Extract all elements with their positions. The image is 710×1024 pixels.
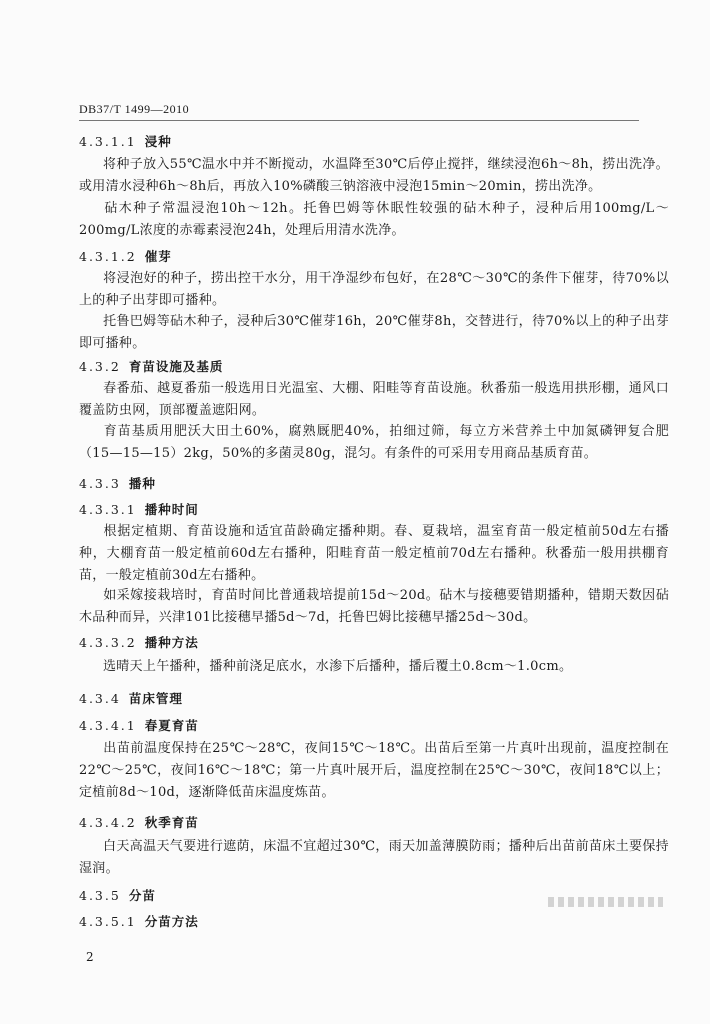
paragraph-text: 根据定植期、育苗设施和适宜苗龄确定播种期。春、夏栽培，温室育苗一般定植前50d左右播种，大棚育苗一般定植前60d左右播种，阳畦育苗一般定植前70d左右播种。秋番茄一般用拱棚育苗，一般定植前30d左右播种。 xyxy=(79,524,669,583)
heading-title: 秋季育苗 xyxy=(144,815,199,830)
header-rule xyxy=(79,120,639,121)
heading-title: 播种时间 xyxy=(144,502,199,517)
heading-number: 4.3.5 xyxy=(79,888,121,903)
heading-4-3-3-1 xyxy=(79,500,199,518)
heading-title: 分苗方法 xyxy=(144,914,199,929)
heading-title: 苗床管理 xyxy=(128,691,183,706)
heading-title: 育苗设施及基质 xyxy=(128,359,224,374)
paragraph-text: 出苗前温度保持在25℃～28℃，夜间15℃～18℃。出苗后至第一片真叶出现前，温度控制在22℃～25℃，夜间16℃～18℃；第一片真叶展开后，温度控制在25℃～30℃，夜间18℃以上；定植前8d～10d，逐渐降低苗床温度炼苗。 xyxy=(79,741,669,800)
paragraph-text: 如采嫁接栽培时，育苗时间比普通栽培提前15d～20d。砧木与接穗要错期播种，错期天数因砧木品种而异，兴津101比接穗早播5d～7d，托鲁巴姆比接穗早播25d～30d。 xyxy=(79,588,669,625)
heading-4-3-1-2 xyxy=(79,247,172,265)
paragraph-text: 育苗基质用肥沃大田土60%，腐熟厩肥40%，拍细过筛，每立方米营养土中加氮磷钾复合肥（15—15—15）2kg，50%的多菌灵80g，混匀。有条件的可采用专用商品基质育苗。 xyxy=(79,424,669,461)
paragraph xyxy=(79,836,669,880)
heading-4-3-3 xyxy=(79,474,156,492)
heading-number: 4.3.4.2 xyxy=(79,815,137,830)
paragraph xyxy=(79,656,669,678)
paragraph-text: 将浸泡好的种子，捞出控干水分，用干净湿纱布包好，在28℃～30℃的条件下催芽，待70%以上的种子出芽即可播种。 xyxy=(79,271,669,308)
page-number: 2 xyxy=(86,950,94,964)
heading-title: 催芽 xyxy=(144,249,172,264)
heading-4-3-1-1 xyxy=(79,132,172,150)
heading-number: 4.3.5.1 xyxy=(79,914,137,929)
heading-4-3-3-2 xyxy=(79,633,199,651)
heading-title: 浸种 xyxy=(144,134,172,149)
paragraph xyxy=(79,738,669,804)
heading-4-3-4-2 xyxy=(79,813,199,831)
heading-number: 4.3.3.1 xyxy=(79,502,137,517)
paragraph xyxy=(79,268,669,312)
paragraph xyxy=(79,585,669,629)
heading-title: 分苗 xyxy=(128,888,156,903)
heading-4-3-5 xyxy=(79,886,156,904)
paragraph-text: 将种子放入55℃温水中并不断搅动，水温降至30℃后停止搅拌，继续浸泡6h～8h，捞出洗净。或用清水浸种6h～8h后，再放入10%磷酸三钠溶液中浸泡15min～20min，捞出洗净。 xyxy=(79,157,669,194)
heading-number: 4.3.3.2 xyxy=(79,635,137,650)
heading-4-3-2 xyxy=(79,357,223,375)
paragraph-text: 托鲁巴姆等砧木种子，浸种后30℃催芽16h，20℃催芽8h，交替进行，待70%以上的种子出芽即可播种。 xyxy=(79,314,669,351)
paragraph-text: 春番茄、越夏番茄一般选用日光温室、大棚、阳畦等育苗设施。秋番茄一般选用拱形棚，通风口覆盖防虫网，顶部覆盖遮阳网。 xyxy=(79,381,669,418)
heading-title: 春夏育苗 xyxy=(144,718,199,733)
heading-4-3-4-1 xyxy=(79,716,199,734)
scan-artifact xyxy=(548,897,663,907)
paragraph-text: 白天高温天气要进行遮荫，床温不宜超过30℃，雨天加盖薄膜防雨；播种后出苗前苗床土要保持湿润。 xyxy=(79,839,669,876)
paragraph xyxy=(79,521,669,587)
heading-title: 播种方法 xyxy=(144,635,199,650)
heading-4-3-4 xyxy=(79,689,183,707)
heading-number: 4.3.3 xyxy=(79,476,121,491)
paragraph-text: 砧木种子常温浸泡10h～12h。托鲁巴姆等休眠性较强的砧木种子，浸种后用100mg/L～200mg/L浓度的赤霉素浸泡24h，处理后用清水洗净。 xyxy=(79,201,669,238)
paragraph xyxy=(79,154,669,198)
heading-number: 4.3.4.1 xyxy=(79,718,137,733)
standard-code: DB37/T 1499—2010 xyxy=(79,102,190,116)
heading-title: 播种 xyxy=(128,476,156,491)
heading-number: 4.3.2 xyxy=(79,359,121,374)
paragraph xyxy=(79,311,669,355)
paragraph xyxy=(79,421,669,465)
heading-number: 4.3.1.1 xyxy=(79,134,137,149)
heading-4-3-5-1 xyxy=(79,912,199,930)
heading-number: 4.3.4 xyxy=(79,691,121,706)
paragraph xyxy=(79,198,669,242)
paragraph xyxy=(79,378,669,422)
heading-number: 4.3.1.2 xyxy=(79,249,137,264)
paragraph-text: 选晴天上午播种，播种前浇足底水，水渗下后播种，播后覆土0.8cm～1.0cm。 xyxy=(103,659,573,674)
